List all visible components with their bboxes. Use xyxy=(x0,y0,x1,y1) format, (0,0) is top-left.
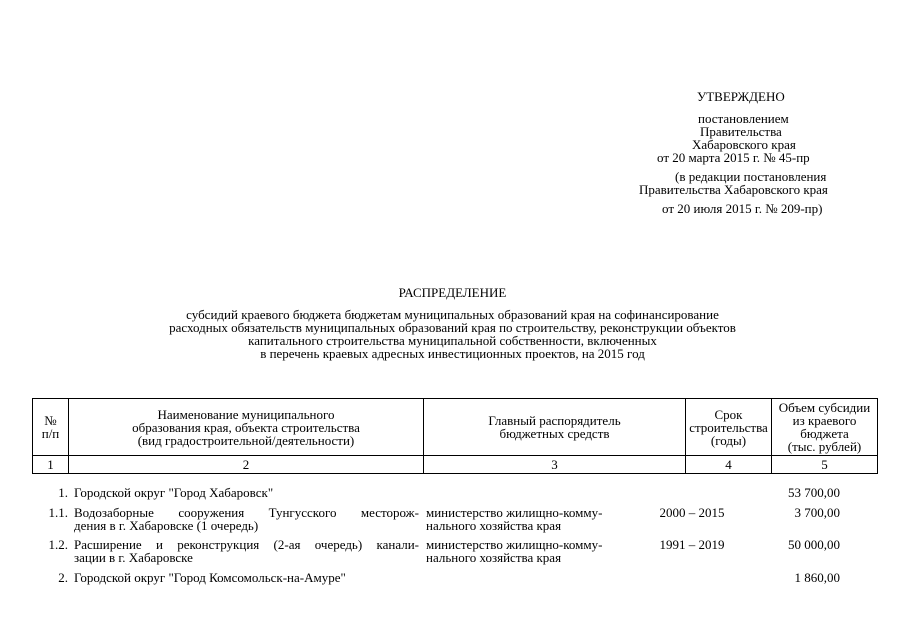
row-amount: 1 860,00 xyxy=(794,570,840,585)
column-number: 5 xyxy=(772,456,878,474)
row-name: Городской округ "Город Хабаровск" xyxy=(74,485,274,500)
row-period: 1991 – 2019 xyxy=(659,537,725,552)
edition-line: Правительства Хабаровского края xyxy=(639,182,828,197)
subtitle-line: капитального строительства муниципальной собственности, включенных xyxy=(248,333,657,348)
row-period: 2000 – 2015 xyxy=(659,505,725,520)
header-period: Срок строительства (годы) xyxy=(686,399,772,456)
row-number: 1.2. xyxy=(48,537,68,552)
approval-line: Хабаровского края xyxy=(692,137,796,152)
table-row xyxy=(32,506,877,534)
row-administrator: министерство жилищно-комму- нального хозяйства края xyxy=(426,537,603,565)
header-name: Наименование муниципального образования края, объекта строительства (вид градостроительной/деятельности) xyxy=(69,399,424,456)
approval-heading: УТВЕРЖДЕНО xyxy=(697,89,785,104)
column-number: 3 xyxy=(424,456,686,474)
header-administrator: Главный распорядитель бюджетных средств xyxy=(424,399,686,456)
subtitle-line: расходных обязательств муниципальных образований края по строительству, реконструкции объектов xyxy=(169,320,736,335)
row-amount: 53 700,00 xyxy=(788,485,840,500)
header-amount: Объем субсидии из краевого бюджета (тыс. рублей) xyxy=(772,399,878,456)
row-number: 1. xyxy=(58,485,68,500)
row-administrator: министерство жилищно-комму- нального хозяйства края xyxy=(426,505,603,533)
document-title-block xyxy=(0,286,905,360)
edition-date: от 20 июля 2015 г. № 209-пр) xyxy=(662,201,823,216)
header-number: № п/п xyxy=(33,399,69,456)
document-title: РАСПРЕДЕЛЕНИЕ xyxy=(398,285,507,300)
approval-line: от 20 марта 2015 г. № 45-пр xyxy=(657,150,810,165)
approval-line: Правительства xyxy=(700,124,782,139)
row-name: Водозаборные сооружения Тунгусского месторож- дения в г. Хабаровске (1 очередь) xyxy=(74,505,419,533)
column-number: 4 xyxy=(686,456,772,474)
budget-table-header xyxy=(32,398,878,474)
row-number: 2. xyxy=(58,570,68,585)
subtitle-line: в перечень краевых адресных инвестиционных проектов, на 2015 год xyxy=(260,346,645,361)
row-name: Расширение и реконструкция (2-ая очередь) канали- зации в г. Хабаровске xyxy=(74,537,419,565)
table-row xyxy=(32,538,877,566)
row-number: 1.1. xyxy=(48,505,68,520)
edition-line: (в редакции постановления xyxy=(675,169,827,184)
row-amount: 50 000,00 xyxy=(788,537,840,552)
column-number: 2 xyxy=(69,456,424,474)
table-row xyxy=(32,571,877,599)
row-amount: 3 700,00 xyxy=(794,505,840,520)
column-number: 1 xyxy=(33,456,69,474)
approval-line: постановлением xyxy=(698,111,789,126)
row-name: Городской округ "Город Комсомольск-на-Амуре" xyxy=(74,570,346,585)
subtitle-line: субсидий краевого бюджета бюджетам муниципальных образований края на софинансирование xyxy=(186,307,719,322)
